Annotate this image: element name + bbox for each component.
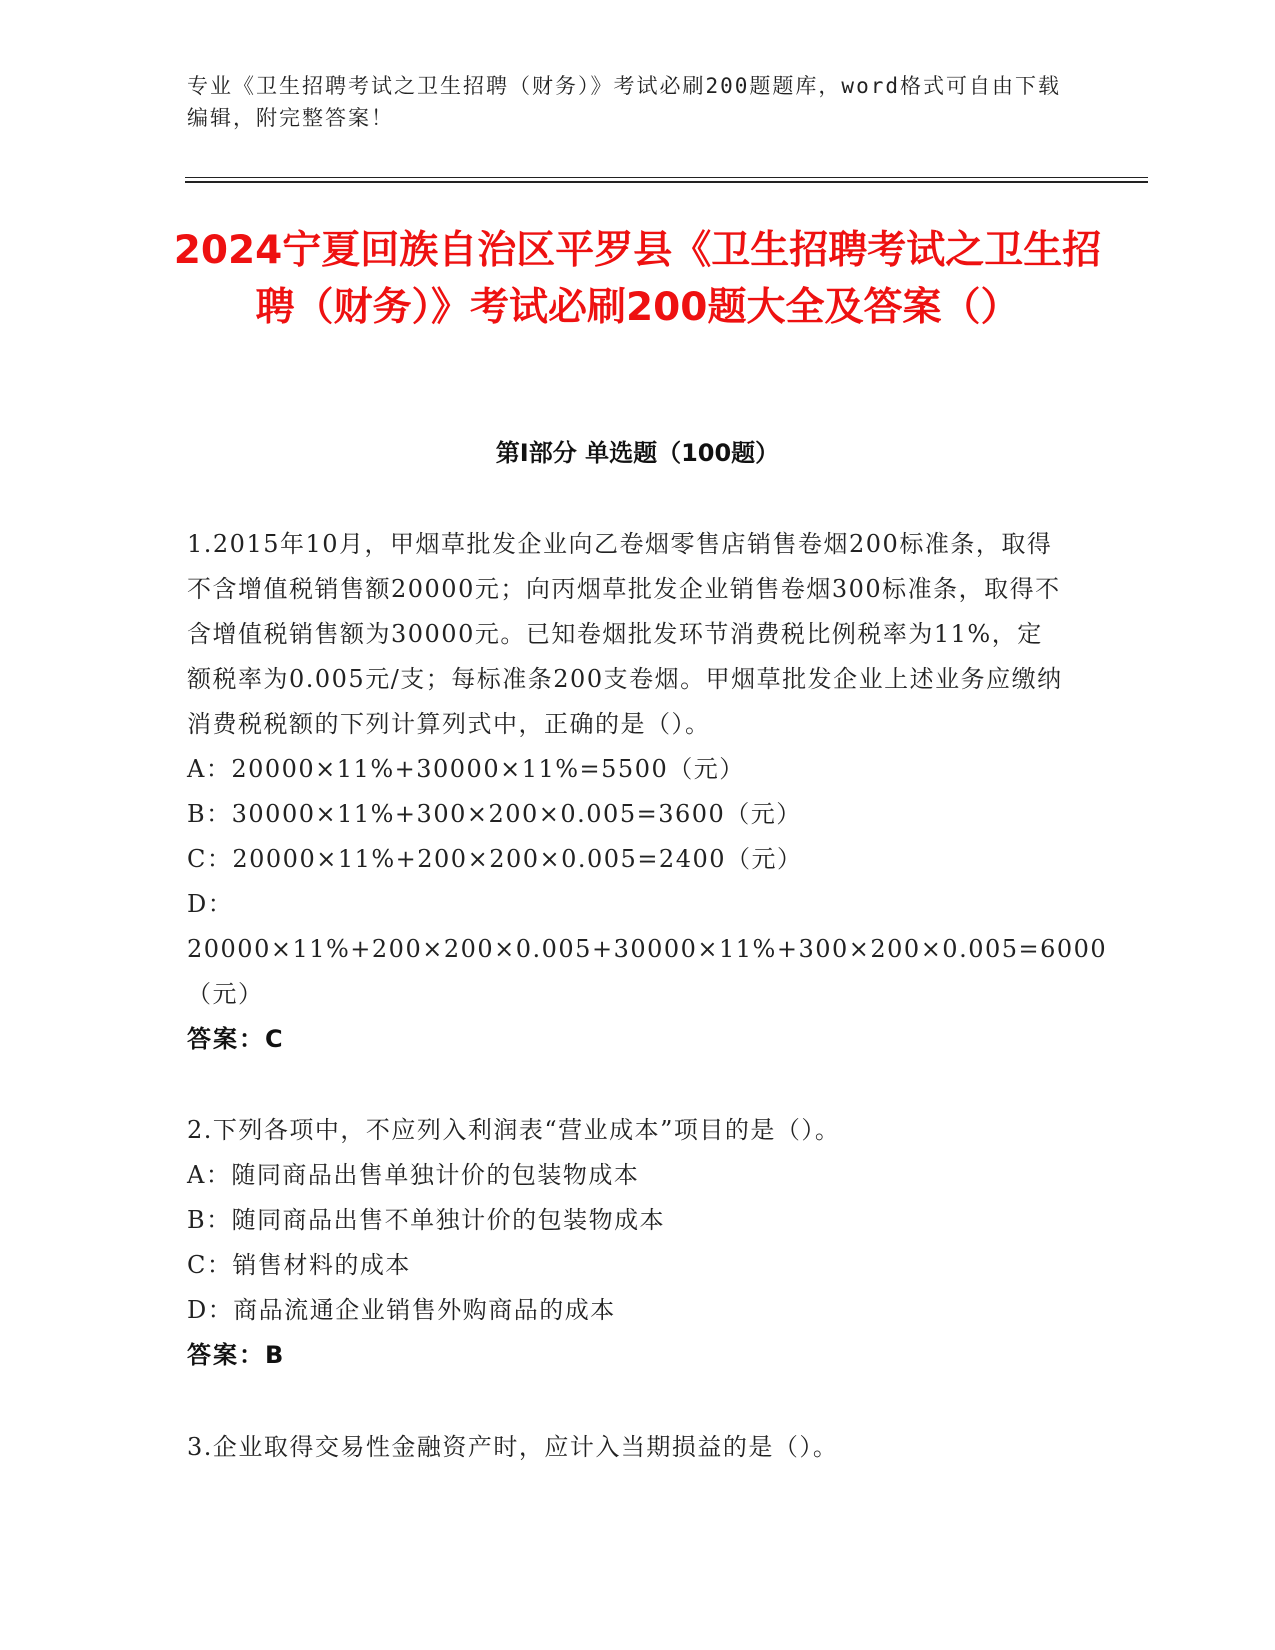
header-divider-thin (185, 177, 1148, 178)
answer: 答案：C (187, 1025, 285, 1053)
option-d: D：20000×11%+200×200×0.005+30000×11%+300×200×0.005=6000（元） (187, 890, 1108, 1008)
question-stem: 1.2015年10月，甲烟草批发企业向乙卷烟零售店销售卷烟200标准条，取得不含增值税销售额20000元；向丙烟草批发企业销售卷烟300标准条，取得不含增值税销售额为30000元。已知卷烟批发环节消费税比例税率为11%，定额税率为0.005元/支；每标准条200支卷烟。甲烟草批发企业上述业务应缴纳消费税税额的下列计算列式中，正确的是（）。 (187, 530, 1063, 738)
option-a: A：20000×11%+30000×11%=5500（元） (187, 755, 745, 783)
question-3 (187, 1425, 1067, 1470)
question-stem: 2.下列各项中，不应列入利润表“营业成本”项目的是（）。 (187, 1116, 841, 1144)
option-b: B：随同商品出售不单独计价的包装物成本 (187, 1206, 666, 1234)
document-title: 2024宁夏回族自治区平罗县《卫生招聘考试之卫生招聘（财务）》考试必刷200题大全及答案（） (173, 228, 1102, 330)
header-note: 专业《卫生招聘考试之卫生招聘（财务）》考试必刷200题题库，word格式可自由下载编辑，附完整答案！ (187, 74, 1061, 130)
answer: 答案：B (187, 1341, 286, 1369)
option-c: C：20000×11%+200×200×0.005=2400（元） (187, 845, 803, 873)
question-stem: 3.企业取得交易性金融资产时，应计入当期损益的是（）。 (187, 1433, 839, 1461)
section-heading: 第I部分 单选题（100题） (495, 439, 780, 467)
header-divider-thick (185, 181, 1148, 183)
option-c: C：销售材料的成本 (187, 1251, 411, 1279)
question-2 (187, 1108, 1067, 1378)
question-1 (187, 522, 1108, 1062)
option-a: A：随同商品出售单独计价的包装物成本 (187, 1161, 640, 1189)
option-b: B：30000×11%+300×200×0.005=3600（元） (187, 800, 802, 828)
option-d: D：商品流通企业销售外购商品的成本 (187, 1296, 616, 1324)
